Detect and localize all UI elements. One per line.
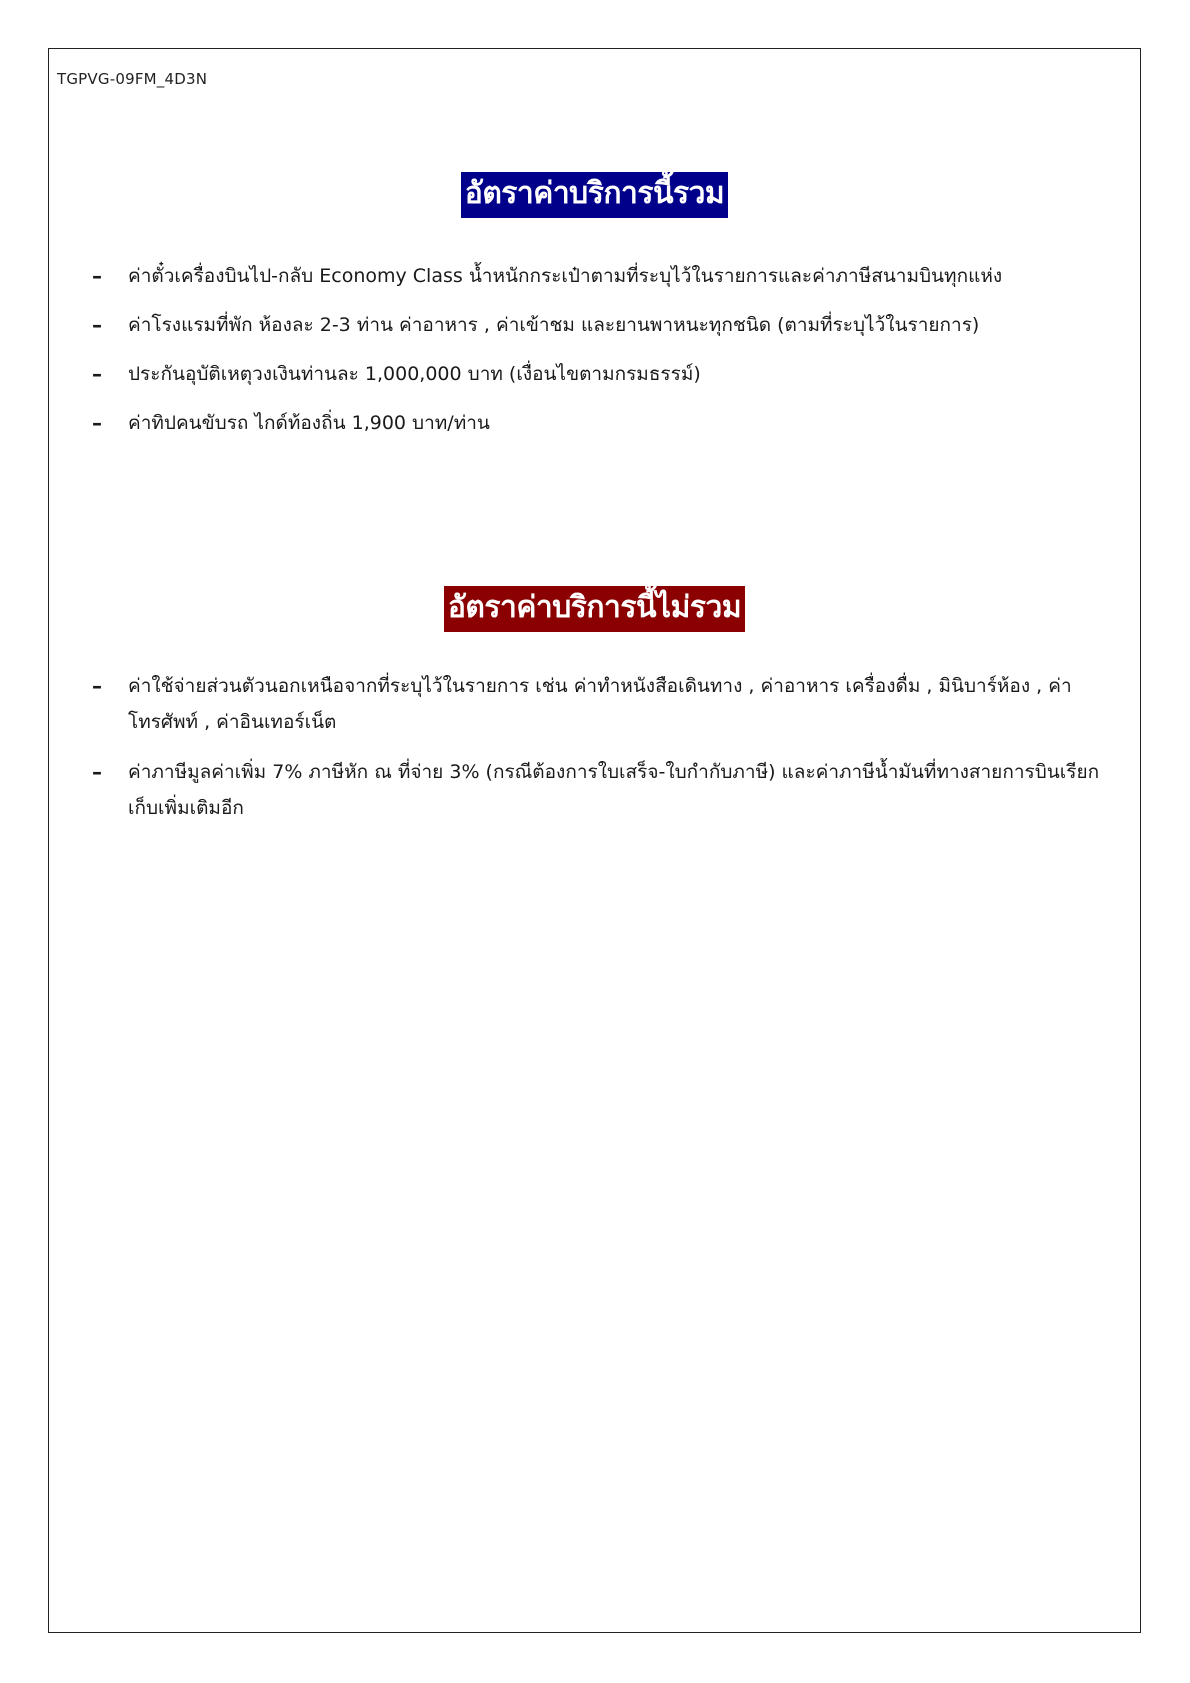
included-item bbox=[92, 307, 1127, 343]
included-item-text: ประกันอุบัติเหตุวงเงินท่านละ 1,000,000 บาท (เงื่อนไขตามกรมธรรม์) bbox=[128, 363, 701, 385]
excluded-item bbox=[92, 754, 1127, 826]
included-item-text: ค่าทิปคนขับรถ ไกด์ท้องถิ่น 1,900 บาท/ท่าน bbox=[128, 412, 490, 434]
bullet-dash: – bbox=[92, 313, 102, 337]
included-heading-wrap bbox=[48, 172, 1141, 218]
bullet-dash: – bbox=[92, 760, 102, 784]
excluded-heading: อัตราค่าบริการนี้ไม่รวม bbox=[444, 586, 745, 632]
excluded-item-text: ค่าภาษีมูลค่าเพิ่ม 7% ภาษีหัก ณ ที่จ่าย 3% (กรณีต้องการใบเสร็จ-ใบกำกับภาษี) และค่าภาษีน้ำมันที่ทางสายการบินเรียกเก็บเพิ่มเติมอีก bbox=[128, 761, 1100, 819]
excluded-list bbox=[92, 668, 1127, 840]
included-item-text: ค่าโรงแรมที่พัก ห้องละ 2-3 ท่าน ค่าอาหาร , ค่าเข้าชม และยานพาหนะทุกชนิด (ตามที่ระบุไว้ในรายการ) bbox=[128, 314, 980, 336]
included-item-text: ค่าตั๋วเครื่องบินไป-กลับ Economy Class น้ำหนักกระเป๋าตามที่ระบุไว้ในรายการและค่าภาษีสนามบินทุกแห่ง bbox=[128, 265, 1003, 287]
included-item bbox=[92, 258, 1127, 294]
excluded-item bbox=[92, 668, 1127, 740]
included-item bbox=[92, 356, 1127, 392]
bullet-dash: – bbox=[92, 674, 102, 698]
included-item bbox=[92, 405, 1127, 441]
excluded-heading-wrap bbox=[48, 586, 1141, 632]
included-list bbox=[92, 258, 1127, 454]
bullet-dash: – bbox=[92, 362, 102, 386]
bullet-dash: – bbox=[92, 411, 102, 435]
included-heading: อัตราค่าบริการนี้รวม bbox=[461, 172, 728, 218]
excluded-item-text: ค่าใช้จ่ายส่วนตัวนอกเหนือจากที่ระบุไว้ในรายการ เช่น ค่าทำหนังสือเดินทาง , ค่าอาหาร เครื่องดื่ม , มินิบาร์ห้อง , ค่าโทรศัพท์ , ค่าอินเทอร์เน็ต bbox=[128, 675, 1072, 733]
bullet-dash: – bbox=[92, 264, 102, 288]
document-code: TGPVG-09FM_4D3N bbox=[57, 70, 208, 88]
